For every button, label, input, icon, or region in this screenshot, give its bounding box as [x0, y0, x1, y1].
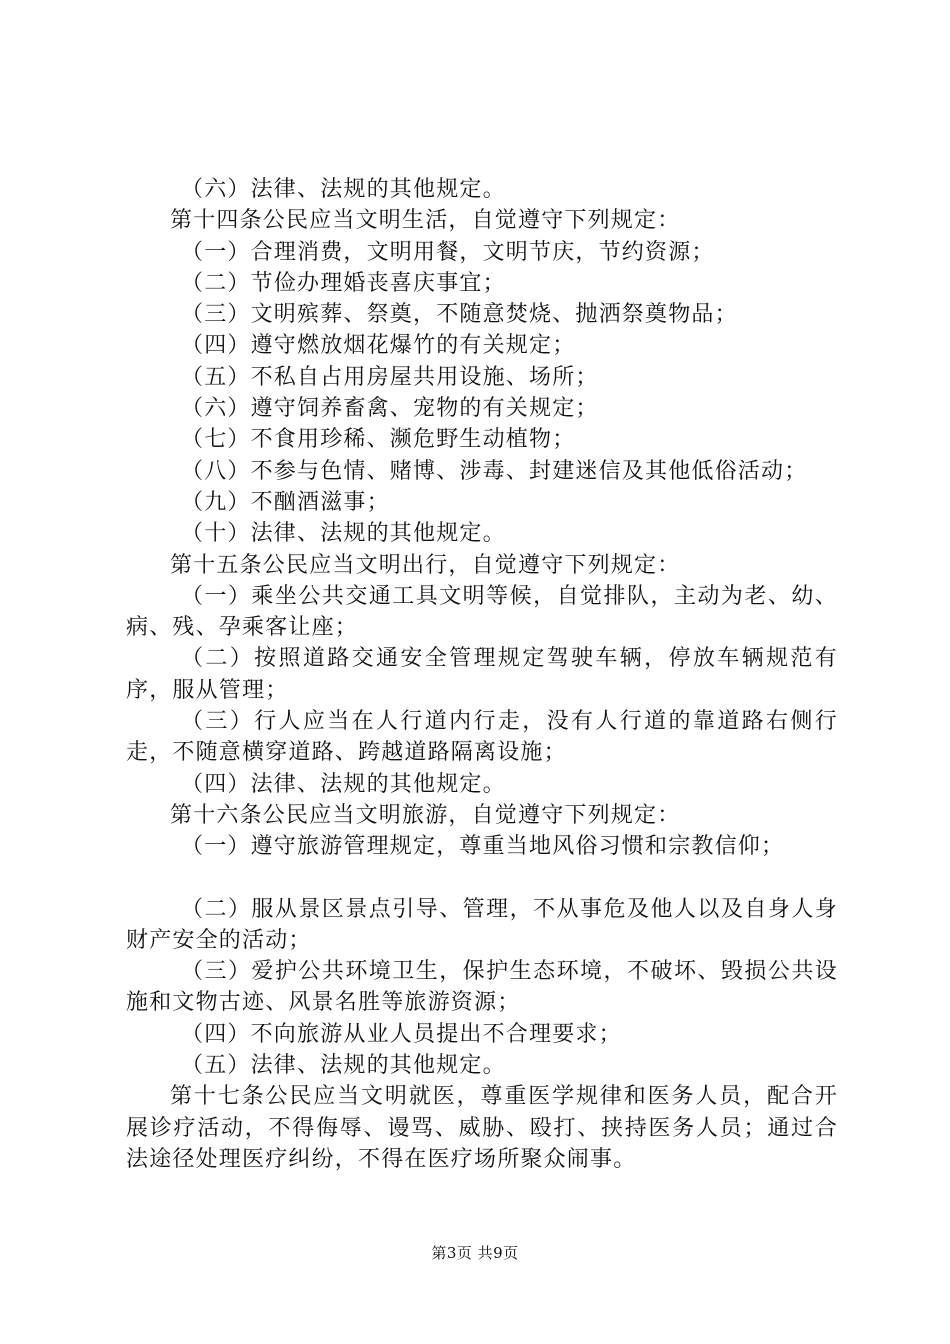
paragraph: （十）法律、法规的其他规定。 [181, 521, 506, 547]
body-text [126, 174, 838, 1175]
paragraph: （四）不向旅游从业人员提出不合理要求； [181, 1021, 622, 1047]
paragraph: 第十四条公民应当文明生活，自觉遵守下列规定： [170, 208, 681, 234]
paragraph: （一）合理消费，文明用餐，文明节庆，节约资源； [181, 239, 715, 265]
paragraph: （一）乘坐公共交通工具文明等候，自觉排队，主动为老、幼、病、残、孕乘客让座； [126, 583, 838, 641]
paragraph: （八）不参与色情、赌博、涉毒、封建迷信及其他低俗活动； [181, 458, 808, 484]
paragraph: （九）不酗酒滋事； [181, 489, 390, 515]
paragraph: （五）不私自占用房屋共用设施、场所； [181, 364, 599, 390]
paragraph: （三）爱护公共环境卫生，保护生态环境，不破坏、毁损公共设施和文物古迹、风景名胜等旅游资源； [126, 959, 838, 1016]
paragraph: 第十七条公民应当文明就医，尊重医学规律和医务人员，配合开展诊疗活动，不得侮辱、谩骂、威胁、殴打、挟持医务人员；通过合法途径处理医疗纠纷，不得在医疗场所聚众闹事。 [126, 1084, 838, 1172]
paragraph: （四）遵守燃放烟花爆竹的有关规定； [181, 333, 576, 359]
paragraph: 第十六条公民应当文明旅游，自觉遵守下列规定： [170, 802, 681, 828]
paragraph: （五）法律、法规的其他规定。 [181, 1053, 506, 1079]
paragraph: （四）法律、法规的其他规定。 [181, 771, 506, 797]
paragraph: （三）行人应当在人行道内行走，没有人行道的靠道路右侧行走，不随意横穿道路、跨越道路隔离设施； [126, 709, 838, 766]
paragraph: （一）遵守旅游管理规定，尊重当地风俗习惯和宗教信仰； [181, 834, 785, 860]
paragraph: （六）法律、法规的其他规定。 [181, 177, 506, 202]
paragraph: （二）按照道路交通安全管理规定驾驶车辆，停放车辆规范有序，服从管理； [126, 646, 838, 703]
paragraph: （二）节俭办理婚丧喜庆事宜； [181, 270, 506, 296]
page-number: 第3页 共9页 [431, 1244, 519, 1262]
paragraph: 第十五条公民应当文明出行，自觉遵守下列规定： [170, 552, 681, 578]
paragraph: （二）服从景区景点引导、管理，不从事危及他人以及自身人身财产安全的活动； [126, 896, 838, 953]
paragraph: （七）不食用珍稀、濒危野生动植物； [181, 427, 576, 453]
paragraph: （六）遵守饲养畜禽、宠物的有关规定； [181, 396, 599, 422]
page-footer [0, 1242, 950, 1263]
paragraph: （三）文明殡葬、祭奠，不随意焚烧、抛洒祭奠物品； [181, 302, 738, 328]
